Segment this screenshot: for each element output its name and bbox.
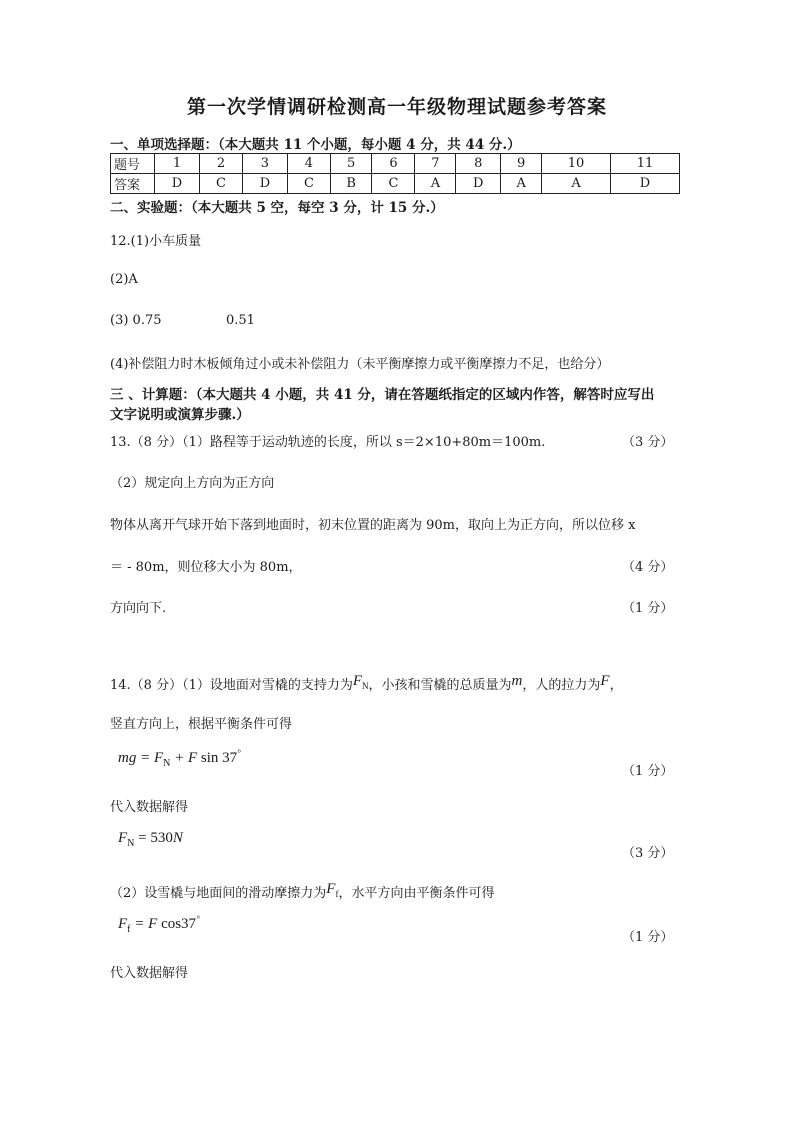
table-cell: A [501, 174, 542, 194]
q13-line2: （2）规定向上方向为正方向 [110, 476, 275, 491]
q13-line5: 方向向下. [110, 601, 167, 616]
q14-line1-end: ， [609, 678, 623, 693]
section3-heading-line1: 三 、计算题：（本大题共 4 小题，共 41 分，请在答题纸指定的区域内作答，解答时应写出 [110, 387, 655, 403]
table-cell: 6 [372, 154, 415, 174]
row-label-number: 题号 [111, 154, 155, 174]
table-cell: 9 [501, 154, 542, 174]
q12-part4: (4)补偿阻力时木板倾角过小或未补偿阻力（未平衡摩擦力或平衡摩擦力不足，也给分） [110, 357, 610, 372]
friction-force-symbol: $F_f$ [326, 881, 339, 899]
q13-line1-score: （3 分） [622, 435, 674, 450]
q12-part3-b: 0.51 [226, 313, 255, 328]
table-cell: D [456, 174, 501, 194]
table-cell: 1 [155, 154, 200, 174]
q14-line2: 竖直方向上，根据平衡条件可得 [110, 717, 293, 732]
section2-heading: 二、实验题：（本大题共 5 空，每空 3 分，计 15 分.） [110, 200, 444, 216]
q13-line3: 物体从离开气球开始下落到地面时，初末位置的距离为 90m，取向上为正方向，所以位移 x [110, 518, 636, 533]
table-cell: 10 [542, 154, 611, 174]
table-cell: D [242, 174, 287, 194]
equation-horizontal-balance: $F_f = F$ cos37° [118, 914, 200, 935]
section3-heading-line2: 文字说明或演算步骤.） [110, 407, 250, 423]
q14-eq2-score: （3 分） [622, 846, 674, 861]
q13-line4: ＝ - 80m，则位移大小为 80m， [110, 560, 302, 575]
table-cell: 7 [415, 154, 456, 174]
q14-line1 [110, 674, 623, 695]
q14-line1-text-c: ，人的拉力为 [522, 678, 601, 693]
q13-line1: 13.（8 分）（1）路程等于运动轨迹的长度，所以 s＝2×10+80m＝100m. [110, 435, 546, 450]
answer-table [110, 153, 680, 194]
q12-part3-a: (3) 0.75 [110, 313, 162, 328]
q14-eq1-score: （1 分） [622, 764, 674, 779]
normal-force-symbol: $F_N$ [352, 673, 369, 691]
row-label-answer: 答案 [111, 174, 155, 194]
table-cell: C [372, 174, 415, 194]
q14-line3: 代入数据解得 [110, 800, 189, 815]
table-cell: C [287, 174, 330, 194]
q12-part1: 12.(1)小车质量 [110, 234, 202, 249]
table-cell: 11 [611, 154, 680, 174]
section1-heading: 一、单项选择题：（本大题共 11 个小题，每小题 4 分，共 44 分.） [110, 137, 521, 153]
q14-line4-text-b: ，水平方向由平衡条件可得 [338, 886, 495, 901]
table-row-numbers [111, 154, 680, 174]
table-cell: 4 [287, 154, 330, 174]
q12-part2: (2)A [110, 272, 138, 287]
equation-vertical-balance: mg = $F_N + F$ sin 37° [118, 748, 241, 769]
q14-line4-text-a: （2）设雪橇与地面间的滑动摩擦力为 [110, 886, 327, 901]
q14-line1-text-b: ，小孩和雪橇的总质量为 [368, 678, 512, 693]
equation-normal-force-result: $F_N = 530N$ [118, 830, 183, 849]
table-cell: 8 [456, 154, 501, 174]
q14-line4 [110, 882, 494, 903]
table-cell: D [611, 174, 680, 194]
table-cell: A [415, 174, 456, 194]
table-cell: C [199, 174, 242, 194]
table-cell: D [155, 174, 200, 194]
table-row-answers [111, 174, 680, 194]
q14-line5: 代入数据解得 [110, 966, 189, 981]
table-cell: 3 [242, 154, 287, 174]
table-cell: 2 [199, 154, 242, 174]
q14-eq3-score: （1 分） [622, 930, 674, 945]
q14-line1-text-a: 14.（8 分）（1）设地面对雪橇的支持力为 [110, 678, 353, 693]
normal-force-value: 530 [150, 830, 173, 846]
q13-line5-score: （1 分） [622, 601, 674, 616]
page-title: 第一次学情调研检测高一年级物理试题参考答案 [186, 96, 607, 118]
q13-line4-score: （4 分） [622, 560, 674, 575]
mass-symbol: m [511, 673, 523, 689]
table-cell: B [330, 174, 372, 194]
force-symbol: F [600, 673, 610, 689]
table-cell: 5 [330, 154, 372, 174]
table-cell: A [542, 174, 611, 194]
